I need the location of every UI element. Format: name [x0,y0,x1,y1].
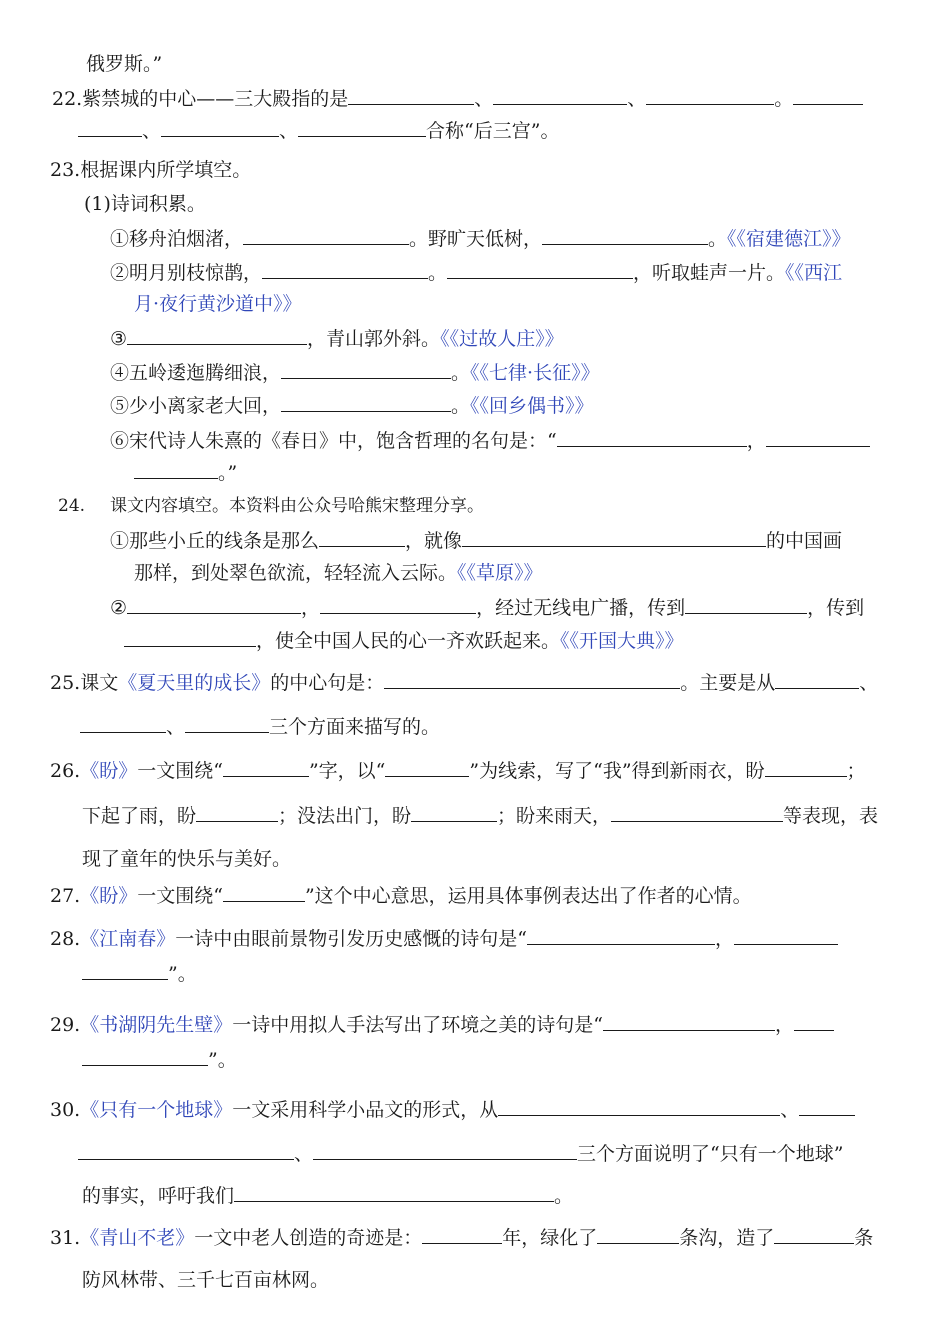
q23-poem-2-source: 月·夜行黄沙道中》》 [134,293,302,315]
blank[interactable] [462,528,766,547]
question-30-line-3: 的事实，呼吁我们 。 [82,1185,574,1207]
blank[interactable] [223,758,309,777]
source-title: 《只有一个地球》 [80,1099,233,1121]
blank[interactable] [348,86,474,105]
question-29-line-1: 29.《书湖阴先生壁》一诗中用拟人手法写出了环境之美的诗句是“ ， [50,1012,834,1037]
source-title: 《盼》 [80,885,138,907]
blank[interactable] [124,628,256,647]
blank[interactable] [223,883,305,902]
question-28-line-1: 28.《江南春》一诗中由眼前景物引发历史感慨的诗句是“ ， [50,926,838,951]
blank[interactable] [793,86,863,105]
question-31-line-1: 31.《青山不老》一文中老人创造的奇迹是： 年，绿化了 条沟，造了 条 [50,1227,874,1249]
blank[interactable] [127,595,301,614]
blank[interactable] [611,803,783,822]
q23-poem-3: ③ ，青山郭外斜。《《过故人庄》》 [110,328,564,350]
blank[interactable] [685,595,807,614]
blank[interactable] [161,118,279,137]
blank[interactable] [597,1225,679,1244]
blank[interactable] [313,1141,577,1160]
question-29-line-2: ”。 [82,1047,237,1072]
blank[interactable] [298,118,426,137]
question-27: 27.《盼》一文围绕“ ”这个中心意思，运用具体事例表达出了作者的心情。 [50,885,752,907]
question-25-line-1: 25.课文《夏天里的成长》的中心句是： 。主要是从 、 [50,672,879,694]
blank[interactable] [422,1225,502,1244]
q23-subtitle: (1)诗词积累。 [84,193,206,215]
blank[interactable] [80,714,166,733]
q23-poem-6: ⑥宋代诗人朱熹的《春日》中，饱含哲理的名句是：“ ， [110,428,870,453]
blank[interactable] [447,260,633,279]
question-22-line-2: 、 、 合称“后三宫”。 [78,118,559,143]
blank[interactable] [411,803,497,822]
source-title: 《《过故人庄》》 [440,328,564,350]
blank[interactable] [234,1183,554,1202]
blank[interactable] [775,670,859,689]
q24-line-2: 那样，到处翠色欲流，轻轻流入云际。《《草原》》 [134,562,543,584]
source-title: 《《七律·长征》》 [470,362,600,384]
source-title: 《夏天里的成长》 [118,672,271,694]
blank[interactable] [799,1097,855,1116]
question-23-title: 23.根据课内所学填空。 [50,159,252,181]
blank[interactable] [281,360,451,379]
blank[interactable] [646,86,774,105]
blank[interactable] [734,926,838,945]
source-title: 《盼》 [80,760,138,782]
blank[interactable] [78,118,142,137]
source-title: 《江南春》 [80,928,176,950]
source-title: 《《开国大典》》 [560,630,684,652]
question-31-line-2: 防风林带、三千七百亩林网。 [82,1269,330,1291]
source-title: 《《回乡偶书》》 [470,395,594,417]
blank[interactable] [542,226,708,245]
source-title: 《《西江 [785,262,843,284]
q23-poem-6-cont: 。” [134,460,237,485]
blank[interactable] [82,961,168,980]
blank[interactable] [384,670,680,689]
blank[interactable] [319,528,405,547]
blank[interactable] [603,1012,775,1031]
blank[interactable] [196,803,278,822]
blank[interactable] [127,326,307,345]
blank[interactable] [527,926,715,945]
source-title: 《青山不老》 [80,1227,195,1249]
blank[interactable] [774,1225,854,1244]
question-26-line-1: 26.《盼》一文围绕“ ”字，以“ ”为线索，写了“我”得到新雨衣，盼 ； [50,760,866,782]
question-26-line-2: 下起了雨，盼 ；没法出门，盼 ；盼来雨天， 等表现，表 [82,805,879,827]
blank[interactable] [765,758,847,777]
q21-tail: 俄罗斯。” [86,53,163,75]
question-28-line-2: ”。 [82,961,197,986]
question-30-line-2: 、 三个方面说明了“只有一个地球” [78,1141,843,1166]
question-24-title: 24. 课文内容填空。本资料由公众号哈熊宋整理分享。 [58,496,484,516]
q24-line-4: ，使全中国人民的心一齐欢跃起来。《《开国大典》》 [124,628,684,653]
blank[interactable] [243,226,409,245]
q23-poem-4: ④五岭逶迤腾细浪， 。《《七律·长征》》 [110,362,600,384]
blank[interactable] [82,1047,208,1066]
q24-line-3: ② ， ，经过无线电广播，传到 ，传到 [110,597,865,619]
source-title: 《《草原》》 [457,562,543,584]
q23-poem-1: ①移舟泊烟渚， 。野旷天低树， 。《《宿建德江》》 [110,228,851,250]
blank[interactable] [78,1141,294,1160]
blank[interactable] [185,714,269,733]
blank[interactable] [766,428,870,447]
question-25-line-2: 、 三个方面来描写的。 [80,714,440,739]
source-title: 《书湖阴先生壁》 [80,1014,233,1036]
question-22-line-1: 22.紫禁城的中心——三大殿指的是 、 、 。 [52,86,863,111]
q23-poem-5: ⑤少小离家老大回， 。《《回乡偶书》》 [110,395,594,417]
blank[interactable] [134,460,218,479]
q23-poem-2: ②明月别枝惊鹊， 。 ，听取蛙声一片。《《西江 [110,262,843,284]
question-26-line-3: 现了童年的快乐与美好。 [82,848,292,870]
blank[interactable] [557,428,747,447]
blank[interactable] [320,595,476,614]
blank[interactable] [281,393,451,412]
blank[interactable] [794,1012,834,1031]
blank[interactable] [262,260,428,279]
question-30-line-1: 30.《只有一个地球》一文采用科学小品文的形式，从 、 [50,1097,855,1122]
blank[interactable] [493,86,627,105]
blank[interactable] [498,1097,780,1116]
q24-line-1: ①那些小丘的线条是那么 ，就像 的中国画 [110,530,843,552]
blank[interactable] [385,758,469,777]
source-title: 《《宿建德江》》 [727,228,851,250]
